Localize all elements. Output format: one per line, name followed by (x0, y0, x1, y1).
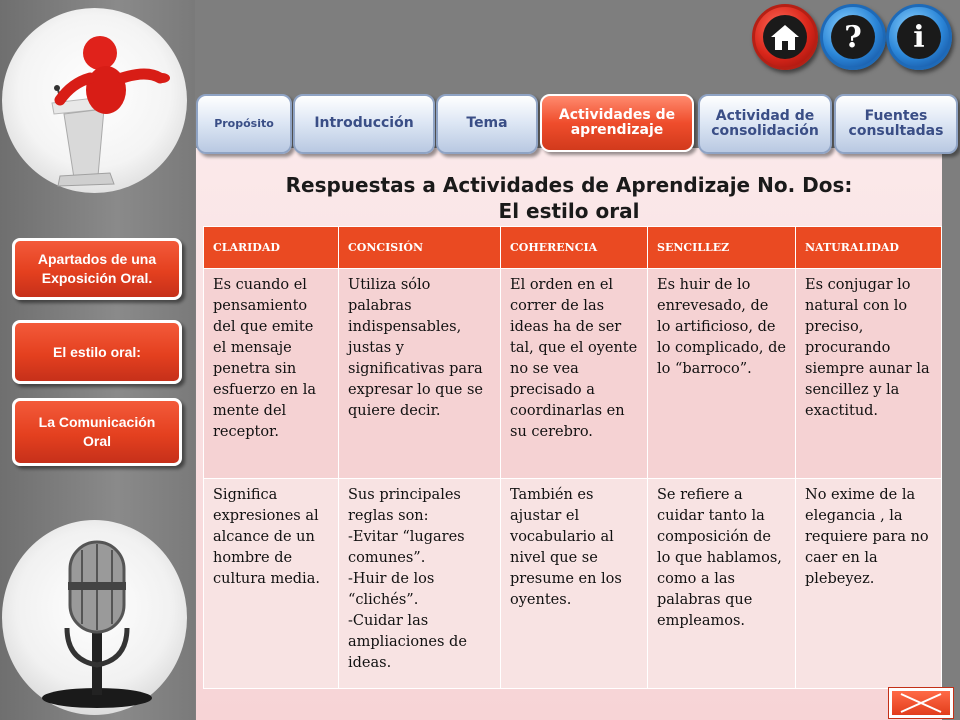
home-icon (763, 15, 807, 59)
tab-label: Propósito (214, 116, 274, 130)
sidebar-item-estilo-oral[interactable] (12, 320, 182, 384)
table-cell: Sus principales reglas son: -Evitar “lugares comunes”. -Huir de los “clichés”. -Cuidar las ampliaciones de ideas. (339, 479, 501, 689)
tab-label: Actividad de consolidación (711, 107, 819, 139)
info-button[interactable] (886, 4, 952, 70)
table-cell: Es huir de lo enrevesado, de lo artificioso, de lo complicado, de lo “barroco”. (648, 269, 796, 479)
column-header: CLARIDAD (204, 227, 339, 269)
table-cell: Es conjugar lo natural con lo preciso, procurando siempre aunar la sencillez y la exactitud. (796, 269, 942, 479)
microphone-illustration (2, 520, 187, 715)
tab-label: Tema (466, 115, 508, 132)
speaker-at-podium-icon (2, 8, 187, 193)
tab-label: Actividades de aprendizaje (558, 106, 676, 138)
table-cell: Significa expresiones al alcance de un hombre de cultura media. (204, 479, 339, 689)
table-cell: Se refiere a cuidar tanto la composición de lo que hablamos, como a las palabras que empleamos. (648, 479, 796, 689)
sidebar-item-comunicacion-oral[interactable] (12, 398, 182, 466)
sidebar-item-label: Apartados de una Exposición Oral. (37, 251, 157, 286)
tab-introduccion[interactable] (293, 94, 435, 154)
table-cell: El orden en el correr de las ideas ha de ser tal, que el oyente no se vea precisado a coordinarlas en su cerebro. (501, 269, 648, 479)
table-row (204, 269, 942, 479)
column-header: COHERENCIA (501, 227, 648, 269)
tab-tema[interactable] (436, 94, 538, 154)
sidebar-item-apartados[interactable] (12, 238, 182, 300)
tab-label: Introducción (314, 115, 414, 132)
sidebar-item-label: El estilo oral: (53, 343, 141, 360)
table-cell: Es cuando el pensamiento del que emite el mensaje penetra sin esfuerzo en la mente del receptor. (204, 269, 339, 479)
tab-actividades-de-aprendizaje[interactable] (540, 94, 694, 152)
tab-actividad-de-consolidacion[interactable] (698, 94, 832, 154)
table-header-row (204, 227, 942, 269)
speaker-illustration (2, 8, 187, 193)
column-header: SENCILLEZ (648, 227, 796, 269)
tab-fuentes-consultadas[interactable] (834, 94, 958, 154)
home-button[interactable] (752, 4, 818, 70)
page-title (196, 172, 942, 224)
info-icon: i (897, 15, 941, 59)
table-row (204, 479, 942, 689)
table-cell: No exime de la elegancia , la requiere para no caer en la plebeyez. (796, 479, 942, 689)
answers-table (203, 226, 942, 689)
column-header: NATURALIDAD (796, 227, 942, 269)
sidebar-item-label: La Comunicación Oral (38, 414, 156, 449)
column-header: CONCISIÓN (339, 227, 501, 269)
help-icon: ? (831, 15, 875, 59)
tab-label: Fuentes consultadas (848, 107, 944, 139)
table-cell: Utiliza sólo palabras indispensables, justas y significativas para expresar lo que se quiere decir. (339, 269, 501, 479)
page-title-line1: Respuestas a Actividades de Aprendizaje No. Dos: (285, 173, 853, 197)
help-button[interactable] (820, 4, 886, 70)
microphone-icon (2, 520, 187, 715)
page-title-line2: El estilo oral (498, 199, 640, 223)
close-icon (899, 692, 943, 714)
table-cell: También es ajustar el vocabulario al nivel que se presume en los oyentes. (501, 479, 648, 689)
tab-proposito[interactable] (196, 94, 292, 154)
next-slide-button[interactable] (889, 688, 953, 718)
